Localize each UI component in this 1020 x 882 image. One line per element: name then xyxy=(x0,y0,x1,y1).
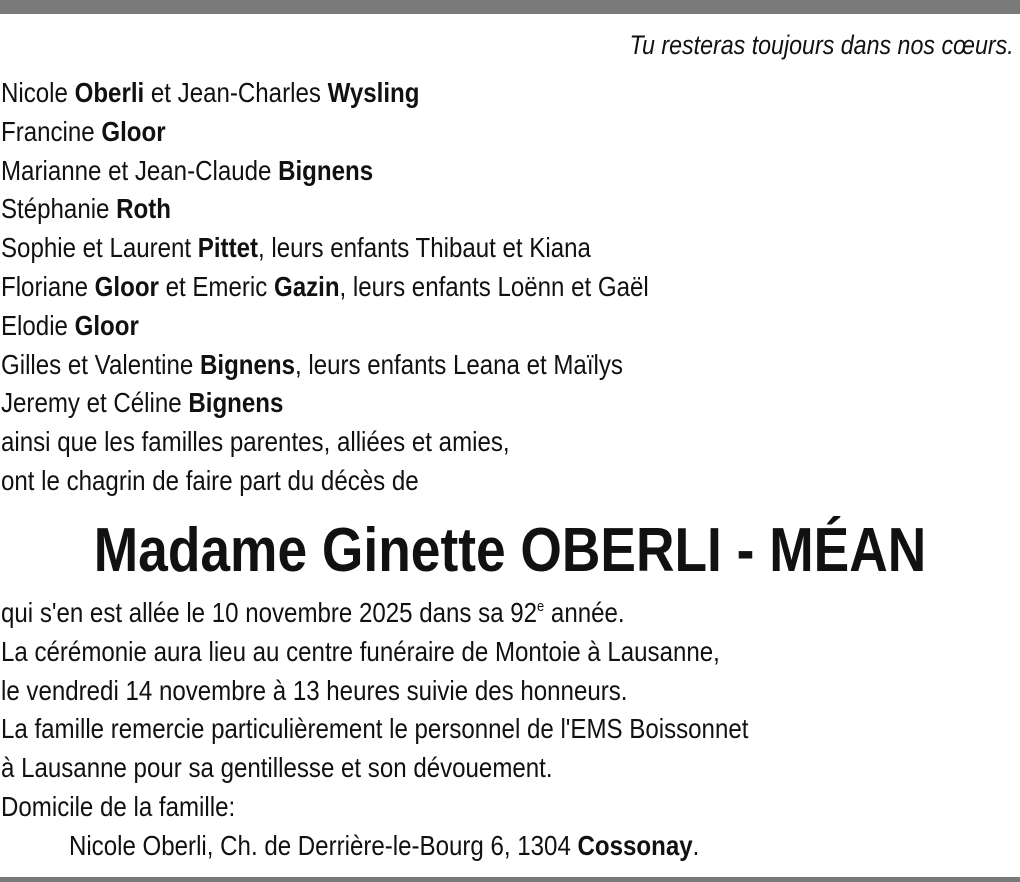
obituary-details xyxy=(1,594,748,866)
top-border-rule xyxy=(0,0,1020,14)
closing-line: ainsi que les familles parentes, alliées et amies, xyxy=(1,426,510,458)
ceremony-line: le vendredi 14 novembre à 13 heures suivie des honneurs. xyxy=(1,674,628,706)
passing-line: qui s'en est allée le 10 novembre 2025 dans sa 92e année. xyxy=(1,597,625,628)
family-address: Nicole Oberli, Ch. de Derrière-le-Bourg 6, 1304 Cossonay. xyxy=(68,829,700,861)
ceremony-line: La cérémonie aura lieu au centre funéraire de Montoie à Lausanne, xyxy=(1,635,720,667)
family-line: Floriane Gloor et Emeric Gazin, leurs enfants Loënn et Gaël xyxy=(1,270,649,302)
family-line: Francine Gloor xyxy=(1,115,166,147)
family-line: Jeremy et Céline Bignens xyxy=(1,387,284,419)
family-list xyxy=(1,74,649,501)
family-line: Sophie et Laurent Pittet, leurs enfants Thibaut et Kiana xyxy=(1,232,591,264)
thanks-line: à Lausanne pour sa gentillesse et son dévouement. xyxy=(1,752,553,784)
family-line: Stéphanie Roth xyxy=(1,193,171,225)
epigraph: Tu resteras toujours dans nos cœurs. xyxy=(629,30,1014,60)
family-line: Marianne et Jean-Claude Bignens xyxy=(1,154,374,186)
thanks-line: La famille remercie particulièrement le personnel de l'EMS Boissonnet xyxy=(1,713,749,745)
bottom-border-rule xyxy=(0,877,1020,882)
family-line: Elodie Gloor xyxy=(1,309,139,341)
deceased-name: Madame Ginette OBERLI - MÉAN xyxy=(93,516,927,585)
family-line: Gilles et Valentine Bignens, leurs enfants Leana et Maïlys xyxy=(1,348,623,380)
closing-line: ont le chagrin de faire part du décès de xyxy=(1,464,419,496)
family-line: Nicole Oberli et Jean-Charles Wysling xyxy=(1,77,420,108)
domicile-label: Domicile de la famille: xyxy=(1,790,236,822)
